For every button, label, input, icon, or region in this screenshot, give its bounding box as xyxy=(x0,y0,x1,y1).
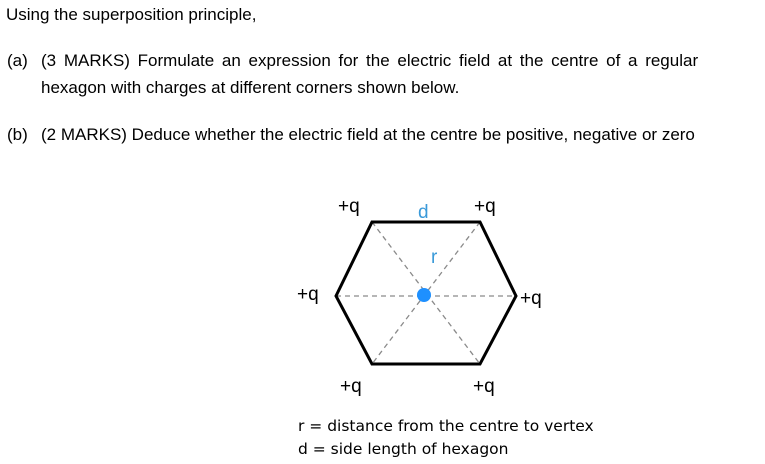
side-length-label: d xyxy=(418,202,429,223)
intro-text: Using the superposition principle, xyxy=(6,5,257,24)
charge-top-left: +q xyxy=(338,196,360,217)
charge-right: +q xyxy=(520,288,542,309)
part-a-marker: (a) xyxy=(7,51,28,70)
legend-side-definition: d = side length of hexagon xyxy=(298,440,509,458)
charge-bottom-right: +q xyxy=(473,376,495,397)
part-b-marker: (b) xyxy=(7,125,28,144)
legend-radius-definition: r = distance from the centre to vertex xyxy=(298,417,594,435)
centre-dot xyxy=(417,288,431,302)
charge-top-right: +q xyxy=(474,196,496,217)
radius-label: r xyxy=(431,247,438,268)
part-a-text-line2: hexagon with charges at different corners shown below. xyxy=(41,78,460,97)
charge-left: +q xyxy=(297,284,319,305)
part-b-text-line1: (2 MARKS) Deduce whether the electric field at the centre be positive, negative or zero xyxy=(41,125,695,144)
part-a-text-line1: (3 MARKS) Formulate an expression for the electric field at the centre of a regular xyxy=(41,51,699,70)
charge-bottom-left: +q xyxy=(340,376,362,397)
